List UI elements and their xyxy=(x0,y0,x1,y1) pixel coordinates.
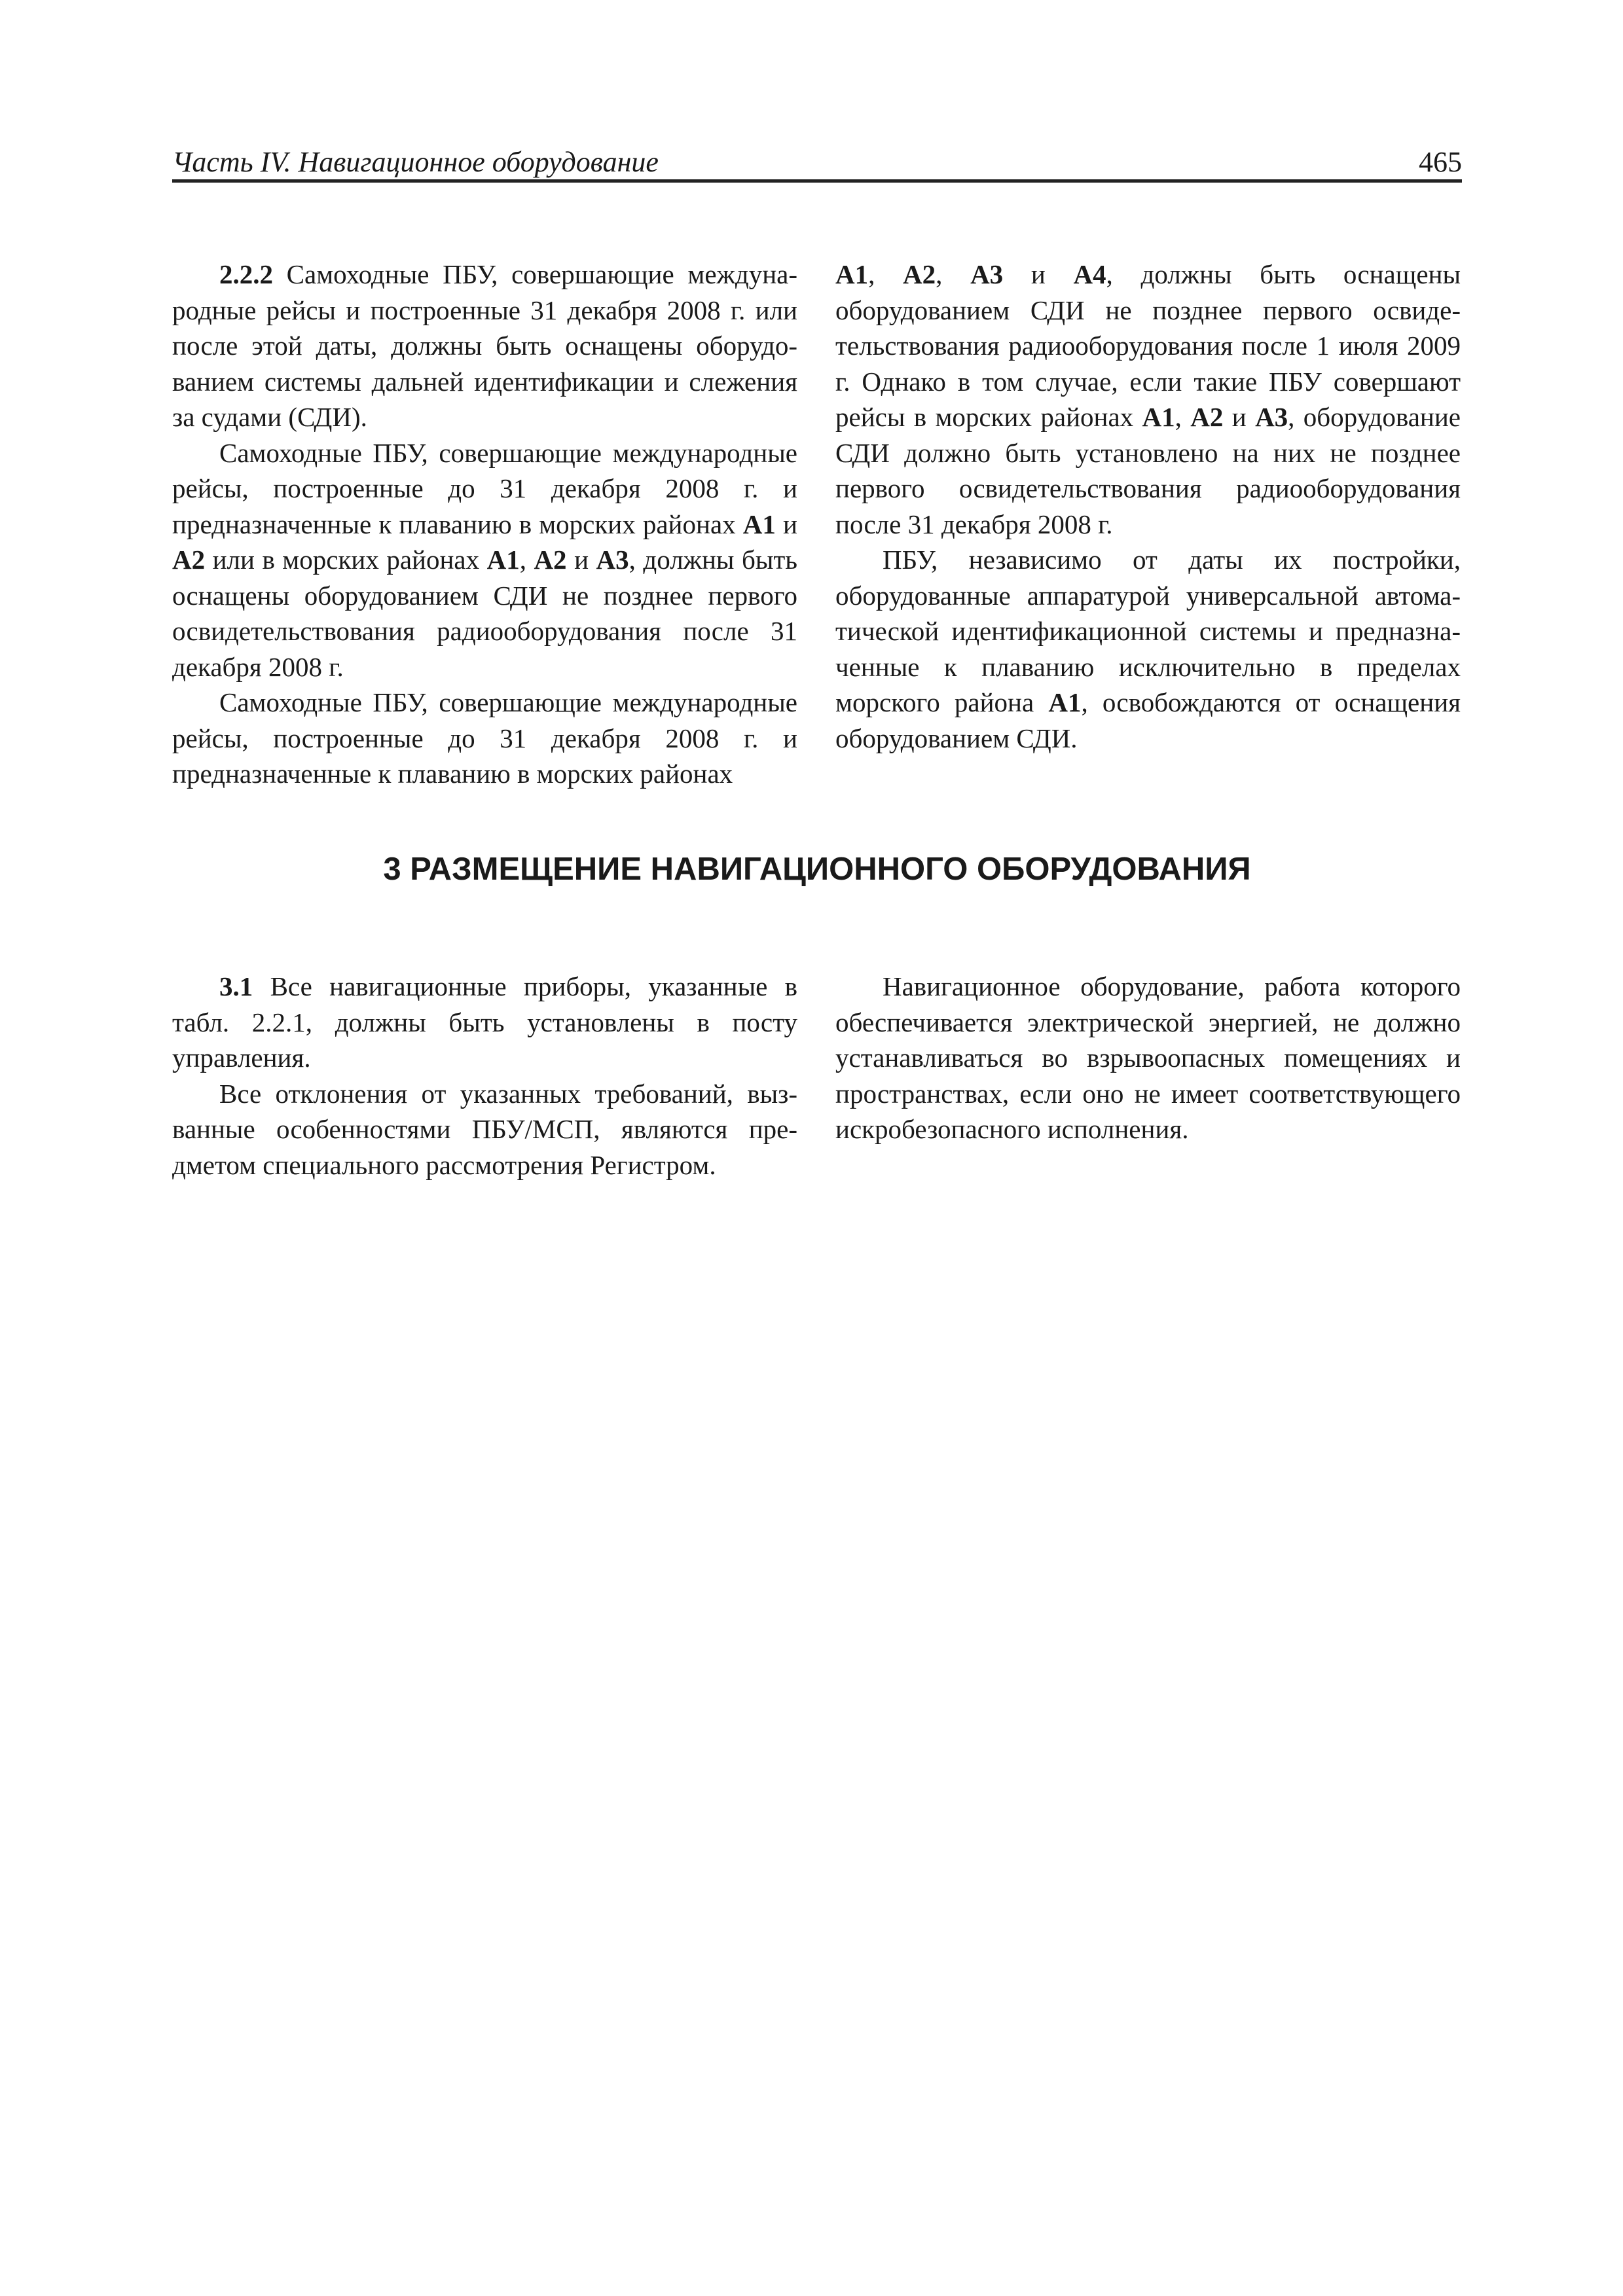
clause-number: 3.1 xyxy=(219,971,253,1001)
paragraph-deviations: Все отклонения от указанных требований, вызванные особенностями ПБУ/МСП, являются предметом специального рассмотрения Регистром. xyxy=(172,1078,797,1180)
section-heading: 3 РАЗМЕЩЕНИЕ НАВИГАЦИОННОГО ОБОРУДОВАНИЯ xyxy=(383,852,1251,887)
paragraph-a4-continued: А1, А2, А3 и А4, должны быть оснащены оборудованием СДИ не позднее первого освидетельствования радиооборудования после 1 июля 2009 г. Однако в том случае, если такие ПБУ совершают рейсы в морских районах А1, А2 и А3, оборудование СДИ должно быть установлено на них не позднее первого освидетельствования радиооборудования после 31 декабря 2008 г. xyxy=(835,259,1461,539)
section3-left-column xyxy=(172,969,797,1183)
paragraph-3-1: 3.1 Все навигационные приборы, указанные в табл. 2.2.1, должны быть установлены в посту управления. xyxy=(172,971,797,1073)
section2-right-column xyxy=(835,257,1461,756)
paragraph-electrical: Навигационное оборудование, работа которого обеспечивается электрической энергией, не должно устанавливаться во взрывоопасных помещениях и пространствах, если оно не имеет соответствующего искробезопасного исполнения. xyxy=(835,971,1461,1144)
paragraph-2-2-2: 2.2.2 Самоходные ПБУ, совершающие международные рейсы и построенные 31 декабря 2008 г. или после этой даты, должны быть оснащены оборудованием системы дальней идентификации и слежения за судами (СДИ). xyxy=(172,259,797,432)
section3-right-column xyxy=(835,969,1461,1147)
page-header xyxy=(172,145,1462,183)
page-number: 465 xyxy=(1419,146,1462,178)
paragraph-a4-start: Самоходные ПБУ, совершающие международные рейсы, построенные до 31 декабря 2008 г. и предназначенные к плаванию в морских районах xyxy=(172,687,797,789)
section2-left-column xyxy=(172,257,797,792)
paragraph-ais-exemption: ПБУ, независимо от даты их постройки, оборудованные аппаратурой универсальной автоматической идентификационной системы и предназначенные к плаванию исключительно в пределах морского района А1, освобождаются от оснащения оборудованием СДИ. xyxy=(835,545,1461,753)
clause-number: 2.2.2 xyxy=(219,259,273,289)
paragraph-before-2008: Самоходные ПБУ, совершающие международные рейсы, построенные до 31 декабря 2008 г. и предназначенные к плаванию в морских районах А1 и А2 или в морских районах А1, А2 и А3, должны быть оснащены оборудованием СДИ не позднее первого освидетельствования радиооборудования после 31 декабря 2008 г. xyxy=(172,437,797,682)
running-title: Часть IV. Навигационное оборудование xyxy=(172,146,659,178)
